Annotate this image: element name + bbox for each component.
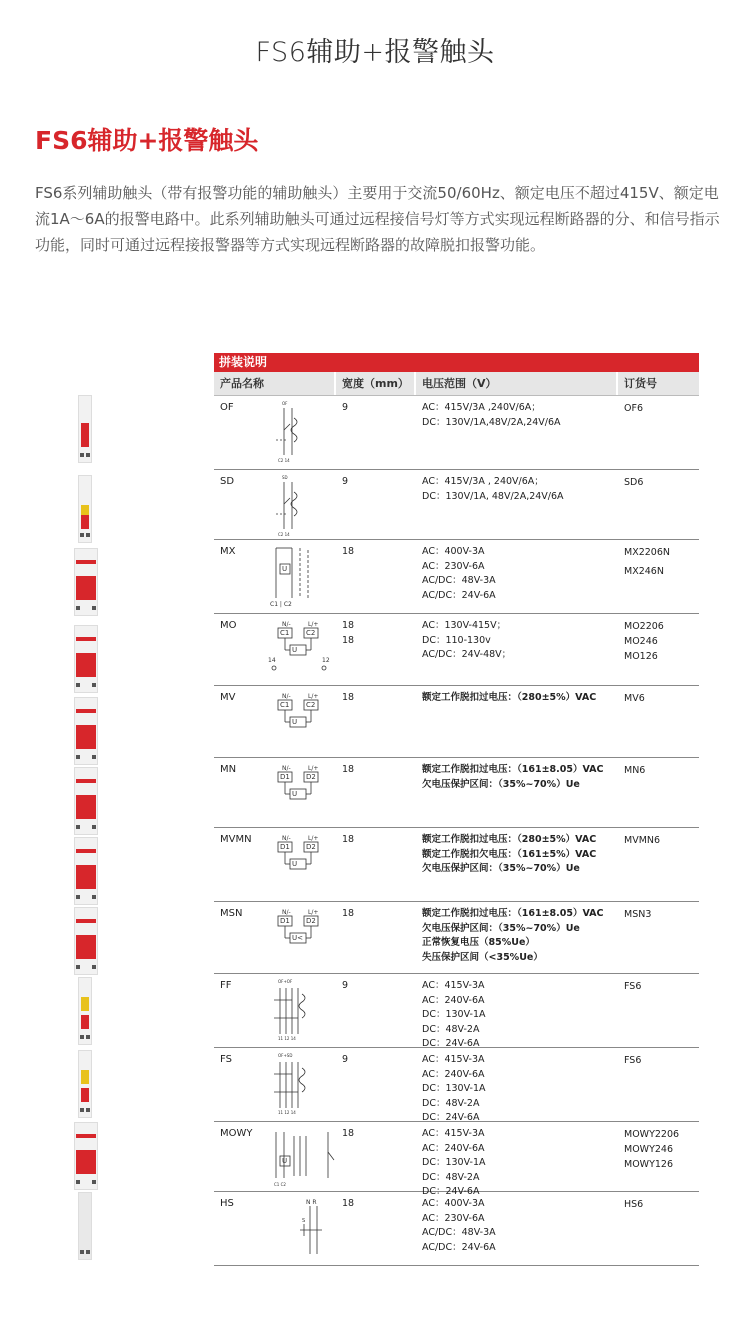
order-no: MOWY126 xyxy=(624,1159,674,1170)
width-cell: 18 xyxy=(342,1128,355,1139)
svg-text:U: U xyxy=(292,718,298,726)
order-no: MOWY2206 xyxy=(624,1129,680,1140)
diagram-wrapper xyxy=(262,690,342,762)
product-name-cell xyxy=(214,758,336,827)
diagram-wrapper xyxy=(262,832,342,904)
voltage-line: AC/DC：48V-3A xyxy=(422,1227,496,1238)
width-cell: 9 xyxy=(342,980,349,991)
product-name: HS xyxy=(220,1198,234,1209)
svg-text:N/-: N/- xyxy=(282,693,291,700)
order-no: HS6 xyxy=(624,1199,644,1210)
table-row xyxy=(214,828,699,902)
width-cell: 9 xyxy=(342,1054,349,1065)
header-width: 宽度（mm） xyxy=(336,372,416,395)
table-row xyxy=(214,396,699,470)
voltage-line: DC：48V-2A xyxy=(422,1171,480,1183)
product-name: MSN xyxy=(220,908,243,919)
voltage-line: AC：415V/3A , 240V/6A； xyxy=(422,476,544,487)
intro-paragraph: FS6系列辅助触头（带有报警功能的辅助触头）主要用于交流50/60Hz、额定电压不超过415V、额定电流1A～6A的报警电路中。此系列辅助触头可通过远程接信号灯等方式实现远程断路器的分、和信号指示功能，同时可通过远程接报警器等方式实现远程断路器的故障脱扣报警功能。 xyxy=(35,184,720,254)
order-no: MN6 xyxy=(624,765,646,776)
product-name-cell xyxy=(214,1192,336,1265)
product-name-cell xyxy=(214,828,336,901)
order-no: MO246 xyxy=(624,636,658,647)
table-row xyxy=(214,540,699,614)
product-name: MOWY xyxy=(220,1128,253,1139)
voltage-line: AC：415V-3A xyxy=(422,980,485,991)
product-name-cell xyxy=(214,614,336,685)
table-row xyxy=(214,686,699,758)
order-no: SD6 xyxy=(624,477,644,488)
diagram-wrapper xyxy=(262,544,342,616)
order-no: FS6 xyxy=(624,1055,642,1066)
diagram-wrapper xyxy=(262,400,342,472)
width-cell: 18 xyxy=(342,546,355,557)
voltage-line: 正常恢复电压（85%Ue） xyxy=(422,937,535,948)
svg-text:U: U xyxy=(282,1157,288,1165)
svg-text:D1: D1 xyxy=(280,773,290,781)
diagram-wrapper xyxy=(262,906,342,978)
svg-text:12: 12 xyxy=(322,657,330,664)
svg-text:U<: U< xyxy=(292,934,303,942)
order-no: MV6 xyxy=(624,693,645,704)
diagram-wrapper xyxy=(262,1126,342,1198)
product-name: MV xyxy=(220,692,236,703)
voltage-line: DC：130V/1A, 48V/2A,24V/6A xyxy=(422,490,564,502)
table-row xyxy=(214,470,699,540)
voltage-line: DC：130V/1A,48V/2A,24V/6A xyxy=(422,416,561,428)
diagram-wrapper xyxy=(262,474,342,546)
voltage-line: DC：110-130v xyxy=(422,634,491,646)
order-no-cell xyxy=(618,974,699,1047)
order-no-cell xyxy=(618,758,699,827)
voltage-line: AC/DC：24V-6A xyxy=(422,589,496,601)
svg-text:OF+SD: OF+SD xyxy=(278,1053,293,1058)
header-order-no: 订货号 xyxy=(624,377,657,390)
voltage-line: 额定工作脱扣过电压：（280±5%）VAC xyxy=(422,692,597,703)
svg-text:11 12 14: 11 12 14 xyxy=(278,1036,296,1041)
voltage-line: AC：415V/3A ,240V/6A； xyxy=(422,402,541,413)
svg-text:11 12 14: 11 12 14 xyxy=(278,1110,296,1115)
svg-text:S: S xyxy=(302,1218,306,1224)
order-no: MOWY246 xyxy=(624,1144,674,1155)
svg-text:C2 14: C2 14 xyxy=(278,532,290,537)
product-name-cell xyxy=(214,1122,336,1191)
voltage-line: DC：130V-1A xyxy=(422,1083,486,1094)
circuit-diagram-icon xyxy=(262,1196,342,1262)
voltage-line: AC：230V-6A xyxy=(422,560,485,572)
circuit-diagram-icon xyxy=(262,400,342,466)
circuit-diagram-icon xyxy=(262,832,342,898)
svg-text:C2: C2 xyxy=(306,701,316,709)
width-cell: 18 xyxy=(342,834,355,845)
order-no: FS6 xyxy=(624,981,642,992)
circuit-diagram-icon xyxy=(262,618,342,684)
table-row xyxy=(214,1192,699,1266)
voltage-line: 额定工作脱扣过电压：（161±8.05）VAC xyxy=(422,908,604,919)
svg-text:C1: C1 xyxy=(280,629,290,637)
voltage-line: DC：24V-6A xyxy=(422,1112,480,1123)
svg-text:N/-: N/- xyxy=(282,621,291,628)
voltage-line: DC：24V-6A xyxy=(422,1186,480,1197)
voltage-line: AC/DC：24V-48V； xyxy=(422,649,512,660)
svg-text:L/+: L/+ xyxy=(308,693,319,700)
table-row xyxy=(214,902,699,974)
voltage-line: AC：415V-3A xyxy=(422,1054,485,1065)
order-no-cell xyxy=(618,396,699,469)
product-name-cell xyxy=(214,396,336,469)
svg-text:U: U xyxy=(292,860,298,868)
svg-text:D1: D1 xyxy=(280,843,290,851)
table-row xyxy=(214,974,699,1048)
svg-text:OF: OF xyxy=(282,401,288,406)
order-no-cell xyxy=(618,1192,699,1265)
product-name: SD xyxy=(220,476,235,487)
voltage-line: 额定工作脱扣过电压：（161±8.05）VAC xyxy=(422,764,604,775)
voltage-line: AC：240V-6A xyxy=(422,994,485,1006)
svg-text:U: U xyxy=(292,790,298,798)
header-voltage: 电压范围（V） xyxy=(416,372,618,395)
voltage-cell xyxy=(416,540,618,613)
order-no-cell xyxy=(618,686,699,757)
voltage-cell xyxy=(416,686,618,757)
order-no: MX246N xyxy=(624,566,664,577)
svg-text:14: 14 xyxy=(268,657,276,664)
voltage-cell xyxy=(416,1192,618,1265)
voltage-line: 额定工作脱扣欠电压：（161±5%）VAC xyxy=(422,848,597,860)
width-cell: 18 xyxy=(342,692,355,703)
voltage-line: AC：415V-3A xyxy=(422,1128,485,1139)
product-name-cell xyxy=(214,974,336,1047)
table-row xyxy=(214,1048,699,1122)
svg-text:C1 | C2: C1 | C2 xyxy=(270,601,292,608)
product-name-cell xyxy=(214,686,336,757)
width-cell: 18 xyxy=(342,908,355,919)
product-name: OF xyxy=(220,402,234,413)
voltage-line: AC：240V-6A xyxy=(422,1142,485,1154)
svg-text:N/-: N/- xyxy=(282,835,291,842)
voltage-cell xyxy=(416,1048,618,1121)
voltage-cell xyxy=(416,614,618,685)
voltage-cell xyxy=(416,974,618,1047)
order-no-cell xyxy=(618,1048,699,1121)
assembly-table xyxy=(214,353,699,1266)
product-name-cell xyxy=(214,470,336,539)
diagram-wrapper xyxy=(262,1052,342,1124)
svg-text:L/+: L/+ xyxy=(308,909,319,916)
product-name-cell xyxy=(214,902,336,973)
table-row xyxy=(214,1122,699,1197)
voltage-cell xyxy=(416,828,618,901)
voltage-line: 额定工作脱扣过电压：（280±5%）VAC xyxy=(422,834,597,845)
diagram-wrapper xyxy=(262,978,342,1050)
svg-text:C1: C1 xyxy=(280,701,290,709)
order-no: MO2206 xyxy=(624,621,664,632)
svg-text:L/+: L/+ xyxy=(308,765,319,772)
order-no: MSN3 xyxy=(624,909,652,920)
order-no: MO126 xyxy=(624,651,658,662)
circuit-diagram-icon xyxy=(262,978,342,1044)
svg-text:L/+: L/+ xyxy=(308,621,319,628)
width-cell: 18 xyxy=(342,764,355,775)
voltage-line: DC：130V-1A xyxy=(422,1009,486,1020)
order-no-cell xyxy=(618,470,699,539)
order-no: MVMN6 xyxy=(624,835,661,846)
order-no: MX2206N xyxy=(624,547,670,558)
product-name-cell xyxy=(214,540,336,613)
voltage-line: AC：240V-6A xyxy=(422,1068,485,1080)
order-no-cell xyxy=(618,540,699,613)
product-name: MX xyxy=(220,546,236,557)
voltage-line: DC：24V-6A xyxy=(422,1038,480,1049)
svg-text:L/+: L/+ xyxy=(308,835,319,842)
voltage-line: AC/DC：24V-6A xyxy=(422,1241,496,1253)
circuit-diagram-icon xyxy=(262,690,342,756)
table-row xyxy=(214,758,699,828)
svg-text:N/-: N/- xyxy=(282,765,291,772)
voltage-cell xyxy=(416,396,618,469)
svg-text:U: U xyxy=(282,565,288,573)
voltage-cell xyxy=(416,470,618,539)
product-name: MVMN xyxy=(220,834,252,845)
order-no-cell xyxy=(618,1122,699,1191)
product-name: FF xyxy=(220,980,232,991)
voltage-cell xyxy=(416,1122,618,1197)
svg-text:C2: C2 xyxy=(306,629,316,637)
voltage-line: DC：130V-1A xyxy=(422,1157,486,1168)
voltage-line: DC：48V-2A xyxy=(422,1023,480,1035)
circuit-diagram-icon xyxy=(262,1052,342,1118)
order-no-cell xyxy=(618,828,699,901)
svg-text:D2: D2 xyxy=(306,917,316,925)
page-top-title: FS6辅助+报警触头 xyxy=(255,37,495,68)
circuit-diagram-icon xyxy=(262,1126,342,1192)
product-name: MN xyxy=(220,764,237,775)
diagram-wrapper xyxy=(262,762,342,834)
order-no: OF6 xyxy=(624,403,643,414)
svg-text:N/-: N/- xyxy=(282,909,291,916)
diagram-wrapper xyxy=(262,618,342,690)
svg-text:D2: D2 xyxy=(306,773,316,781)
voltage-line: 欠电压保护区间：（35%~70%）Ue xyxy=(422,863,580,874)
width-cell: 9 xyxy=(342,476,349,487)
svg-text:C1 C2: C1 C2 xyxy=(274,1182,286,1187)
table-body xyxy=(214,396,699,1266)
voltage-line: AC：400V-3A xyxy=(422,1198,485,1209)
svg-text:SD: SD xyxy=(282,475,288,480)
circuit-diagram-icon xyxy=(262,906,342,972)
order-no-cell xyxy=(618,902,699,973)
voltage-line: 欠电压保护区间：（35%~70%）Ue xyxy=(422,922,580,934)
product-name: MO xyxy=(220,620,237,631)
circuit-diagram-icon xyxy=(262,762,342,828)
circuit-diagram-icon xyxy=(262,474,342,540)
svg-text:U: U xyxy=(292,646,298,654)
voltage-line: DC：48V-2A xyxy=(422,1097,480,1109)
circuit-diagram-icon xyxy=(262,544,342,610)
voltage-cell xyxy=(416,758,618,827)
width-cell: 18 xyxy=(342,1198,355,1209)
product-name: FS xyxy=(220,1054,232,1065)
header-product-name: 产品名称 xyxy=(214,372,336,395)
voltage-line: AC：400V-3A xyxy=(422,546,485,557)
table-row xyxy=(214,614,699,686)
order-no-cell xyxy=(618,614,699,685)
svg-text:C2 14: C2 14 xyxy=(278,458,290,463)
voltage-line: AC：130V-415V； xyxy=(422,620,507,631)
table-header xyxy=(214,372,699,396)
width-cell: 9 xyxy=(342,402,349,413)
svg-text:D2: D2 xyxy=(306,843,316,851)
section-title: FS6辅助+报警触头 xyxy=(35,126,259,155)
svg-text:N R: N R xyxy=(306,1199,317,1206)
voltage-line: 失压保护区间（<35%Ue） xyxy=(422,951,543,963)
svg-text:D1: D1 xyxy=(280,917,290,925)
voltage-line: AC：230V-6A xyxy=(422,1212,485,1224)
product-name-cell xyxy=(214,1048,336,1121)
svg-text:OF+OF: OF+OF xyxy=(278,979,293,984)
voltage-line: 欠电压保护区间：（35%~70%）Ue xyxy=(422,778,580,790)
table-title: 拼装说明 xyxy=(214,353,699,372)
voltage-cell xyxy=(416,902,618,973)
width-cell: 18 18 xyxy=(342,620,355,646)
diagram-wrapper xyxy=(262,1196,342,1268)
voltage-line: AC/DC：48V-3A xyxy=(422,575,496,586)
